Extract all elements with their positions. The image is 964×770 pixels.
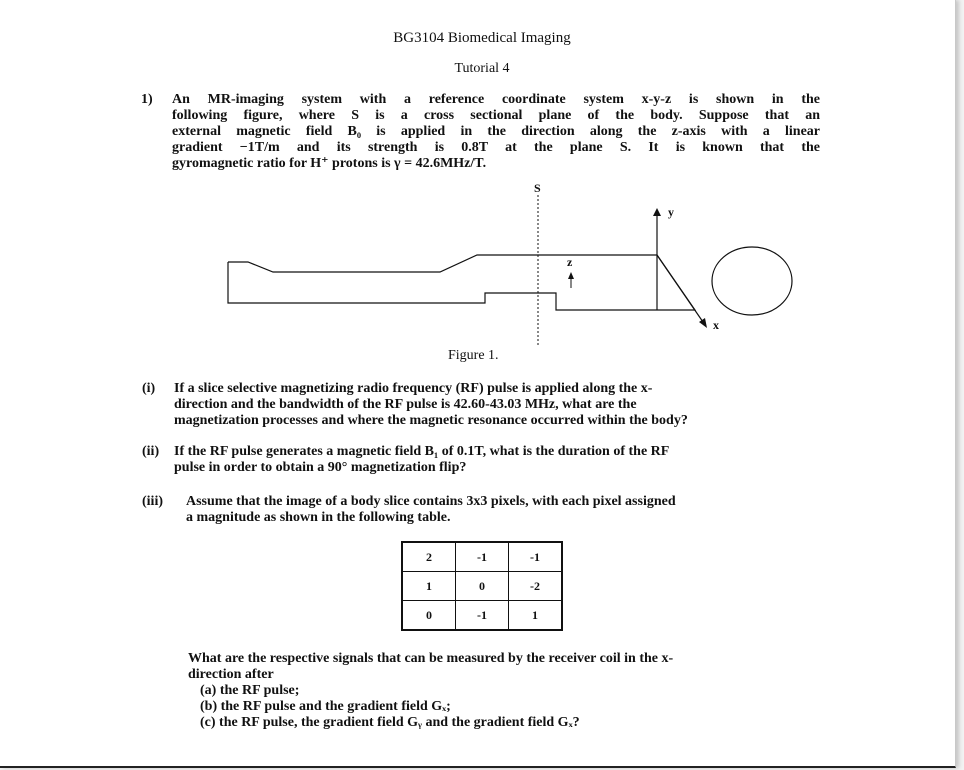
figure-caption: Figure 1. [448, 348, 499, 363]
sub-question-i-line: direction and the bandwidth of the RF pulse is 42.60-43.03 MHz, what are the [174, 397, 637, 412]
final-question-line: direction after [188, 667, 274, 682]
head-circle [712, 247, 792, 315]
table-cell: -2 [509, 572, 563, 601]
sub-question-i-label: (i) [142, 381, 156, 396]
pixel-magnitude-table [401, 541, 563, 631]
final-question-item-c: (c) the RF pulse, the gradient field Gᵧ and the gradient field Gₓ? [200, 715, 580, 730]
sub-question-ii-line: pulse in order to obtain a 90° magnetization flip? [174, 460, 467, 475]
table-cell: 0 [402, 601, 456, 631]
table-cell: 1 [402, 572, 456, 601]
plane-s-label: S [534, 181, 541, 195]
table-row [402, 572, 562, 601]
sub-question-ii-line: If the RF pulse generates a magnetic field B₁ of 0.1T, what is the duration of the RF [174, 444, 670, 459]
final-question-item-a: (a) the RF pulse; [200, 683, 300, 698]
sub-question-i-line: magnetization processes and where the magnetic resonance occurred within the body? [174, 413, 688, 428]
y-axis-arrow [653, 208, 661, 216]
sub-question-iii-label: (iii) [142, 494, 163, 509]
table-cell: 2 [402, 542, 456, 572]
z-axis-label: z [567, 255, 573, 269]
final-question-line: What are the respective signals that can be measured by the receiver coil in the x- [188, 651, 674, 666]
tutorial-title: Tutorial 4 [454, 61, 510, 76]
table-cell: 0 [456, 572, 509, 601]
table-row [402, 601, 562, 631]
table-cell: 1 [509, 601, 563, 631]
sub-question-i-line: If a slice selective magnetizing radio frequency (RF) pulse is applied along the x- [174, 381, 653, 396]
question-1-line: An MR-imaging system with a reference coordinate system x-y-z is shown in the [172, 92, 820, 107]
table-cell: -1 [456, 542, 509, 572]
sub-question-iii-line: Assume that the image of a body slice contains 3x3 pixels, with each pixel assigned [186, 494, 676, 509]
body-outline-lower [228, 262, 526, 303]
table-cell: -1 [456, 601, 509, 631]
z-axis-arrow [568, 272, 574, 279]
sub-question-iii-line: a magnitude as shown in the following table. [186, 510, 451, 525]
table-cell: -1 [509, 542, 563, 572]
sub-question-ii-text [174, 444, 669, 476]
y-axis-label: y [668, 205, 674, 219]
sub-question-i-text [174, 381, 688, 429]
x-axis-arrow [699, 318, 707, 328]
final-question-item-b: (b) the RF pulse and the gradient field Gₓ; [200, 699, 451, 714]
question-1-line: following figure, where S is a cross sectional plane of the body. Suppose that an [172, 108, 820, 123]
course-title: BG3104 Biomedical Imaging [393, 30, 571, 46]
x-axis-label: x [713, 318, 719, 332]
question-1-line: gyromagnetic ratio for H⁺ protons is γ = 42.6MHz/T. [172, 156, 487, 171]
x-axis [657, 255, 703, 322]
question-number: 1) [141, 92, 153, 107]
question-1-line: external magnetic field B₀ is applied in the direction along the z-axis with a linear [172, 124, 820, 139]
final-question-text [188, 651, 673, 731]
sub-question-iii-text [186, 494, 676, 526]
table-row [402, 542, 562, 572]
sub-question-ii-label: (ii) [142, 444, 160, 459]
body-outline-upper [228, 255, 695, 310]
question-1-line: gradient −1T/m and its strength is 0.8T at the plane S. It is known that the [172, 140, 820, 155]
